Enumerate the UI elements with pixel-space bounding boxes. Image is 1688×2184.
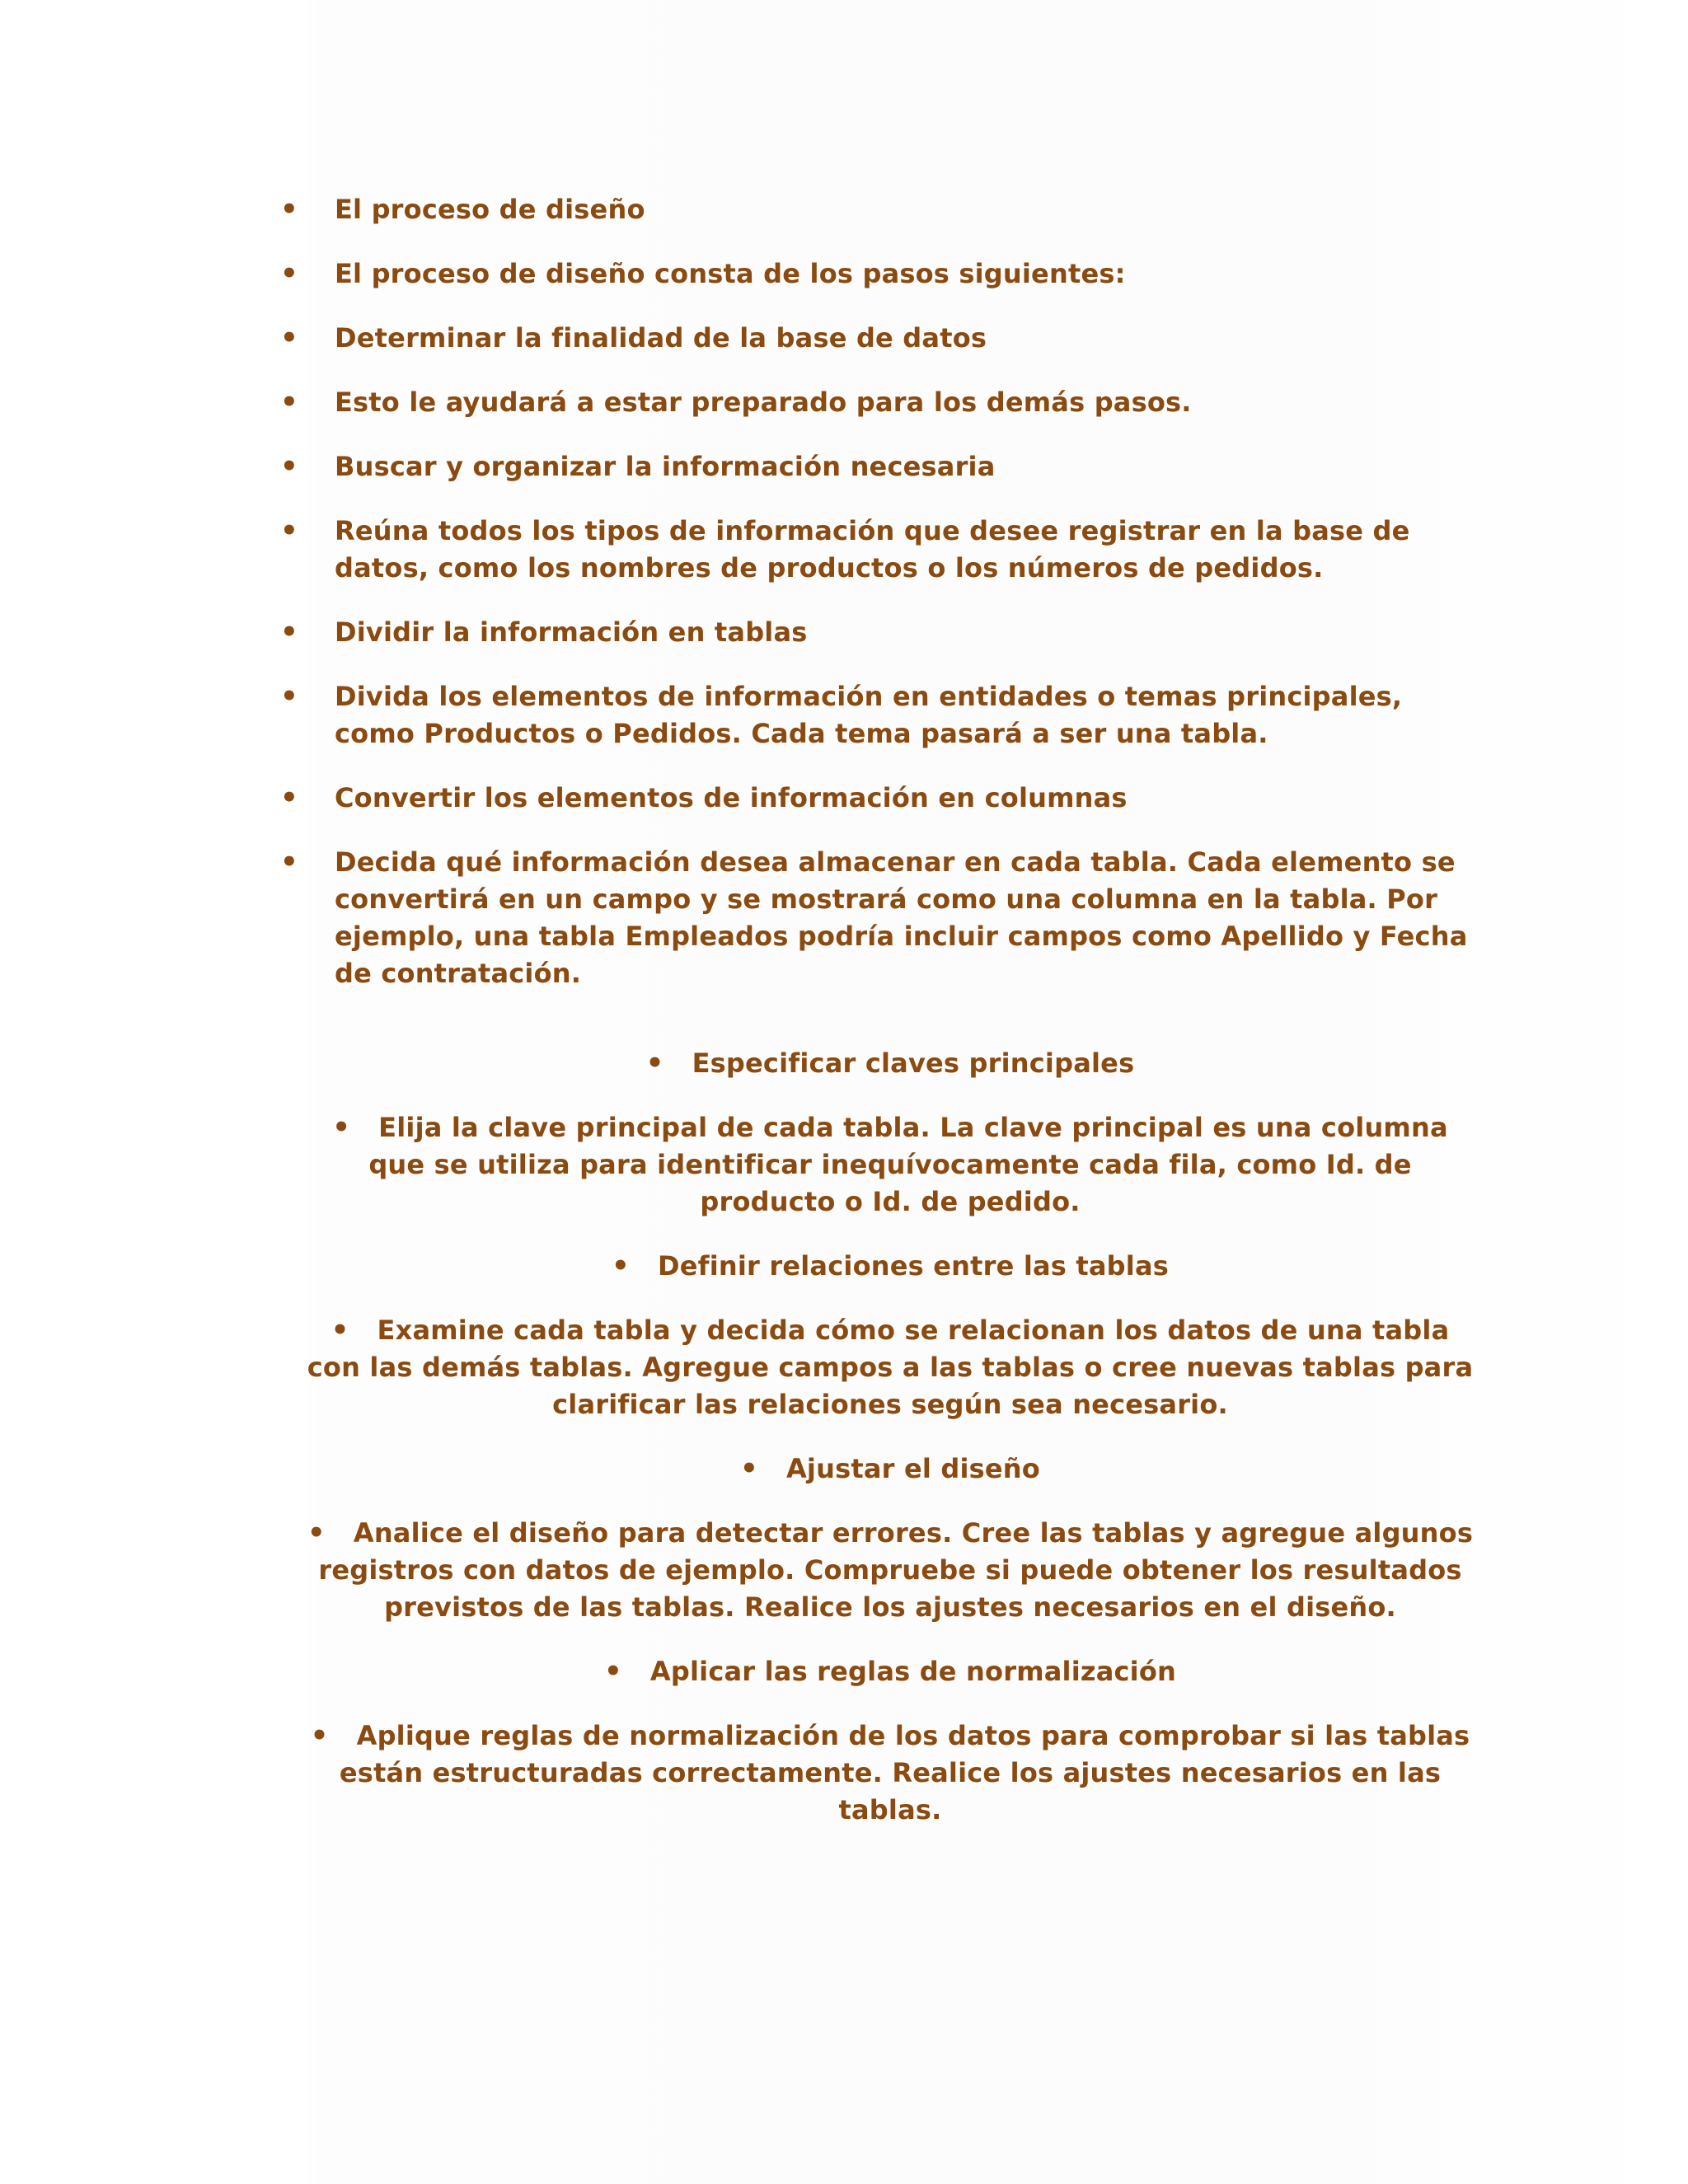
list-item: • Divida los elementos de información en entidades o temas principales, como Productos o Pedidos. Cada tema pasará a ser una tabla. (280, 678, 1475, 752)
list-item (305, 1109, 1475, 1221)
list-item-text: Aplicar las reglas de normalización (649, 1656, 1176, 1687)
bullet-icon: • (612, 1249, 630, 1282)
bullet-icon: • (332, 1111, 351, 1144)
list-item-text: Especificar claves principales (692, 1047, 1135, 1079)
list-item (305, 1045, 1475, 1082)
list-item: • Dividir la información en tablas (280, 614, 1475, 651)
list-item (305, 1451, 1475, 1488)
list-item: • Esto le ayudará a estar preparado para los demás pasos. (280, 384, 1475, 421)
list-item-text: Aplique reglas de normalización de los datos para comprobar si las tablas están estructuradas correctamente. Realice los ajustes necesarios en las tablas. (339, 1720, 1470, 1825)
list-item-text: Analice el diseño para detectar errores. Cree las tablas y agregue algunos registros con datos de ejemplo. Compruebe si puede obtener los resultados previstos de las tablas. Realice los ajustes necesarios en el diseño. (318, 1517, 1474, 1623)
list-item (305, 1312, 1475, 1423)
list-item: • Convertir los elementos de información en columnas (280, 780, 1475, 817)
list-item (305, 1718, 1475, 1829)
list-item (305, 1515, 1475, 1626)
list-item-text: Examine cada tabla y decida cómo se relacionan los datos de una tabla con las demás tablas. Agregue campos a las tablas o cree nuevas tablas para clarificar las relaciones según sea necesario. (307, 1315, 1474, 1420)
list-item: • Decida qué información desea almacenar en cada tabla. Cada elemento se convertirá en un campo y se mostrará como una columna en la tabla. Por ejemplo, una tabla Empleados podría incluir campos como Apellido y Fecha de contratación. (280, 844, 1475, 992)
list-item: • El proceso de diseño (280, 191, 1475, 228)
bullet-icon: • (307, 1516, 326, 1549)
centered-steps-list (305, 1045, 1475, 1856)
list-item-text: Ajustar el diseño (785, 1453, 1040, 1484)
list-item (305, 1248, 1475, 1285)
list-item-text: Elija la clave principal de cada tabla. La clave principal es una columna que se utiliza para identificar inequívocamente cada fila, como Id. de producto o Id. de pedido. (368, 1112, 1448, 1217)
design-steps-list (280, 191, 1475, 1019)
list-item: • Buscar y organizar la información necesaria (280, 448, 1475, 485)
list-item: • El proceso de diseño consta de los pasos siguientes: (280, 255, 1475, 293)
bullet-icon: • (645, 1047, 664, 1080)
list-item (305, 1653, 1475, 1690)
bullet-icon: • (331, 1314, 349, 1347)
list-item: • Determinar la finalidad de la base de datos (280, 320, 1475, 357)
bullet-icon: • (603, 1655, 622, 1688)
bullet-icon: • (310, 1719, 329, 1752)
list-item-text: Definir relaciones entre las tablas (657, 1250, 1169, 1282)
bullet-icon: • (740, 1452, 758, 1485)
list-item: • Reúna todos los tipos de información que desee registrar en la base de datos, como los nombres de productos o los números de pedidos. (280, 513, 1475, 587)
